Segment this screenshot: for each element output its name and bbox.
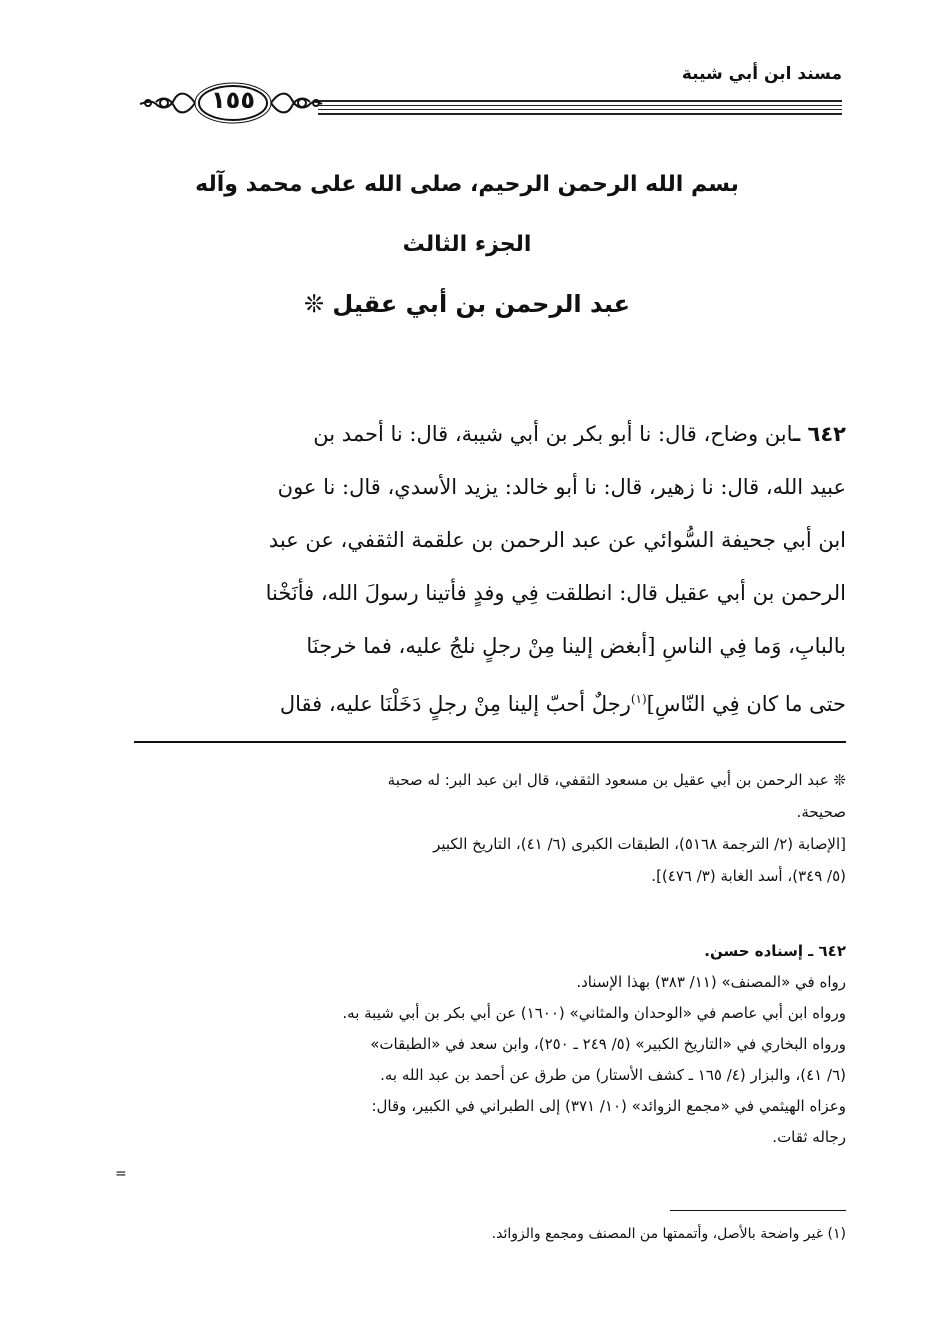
hadith-text: [134, 408, 846, 726]
header-rule: [318, 100, 842, 102]
part-heading: الجزء الثالث: [402, 232, 532, 257]
header-rule: [318, 113, 842, 115]
footnote: [134, 1226, 846, 1242]
header-rule: [318, 105, 842, 106]
takhrij-note: [134, 936, 846, 1153]
note-line: رواه في «المصنف» (١١/ ٣٨٣) بهذا الإسناد.: [576, 973, 846, 991]
margin-mark: =: [115, 1166, 127, 1182]
footnote-text: غير واضحة بالأصل، وأتممتها من المصنف ومجمع والزوائد.: [491, 1226, 824, 1242]
text-line: الرحمن بن أبي عقيل قال: انطلقت فِي وفدٍ فأتينا رسولَ الله، فأنَخْنا: [265, 581, 846, 605]
running-title: مسند ابن أبي شيبة: [681, 64, 842, 84]
note-line: رجاله ثقات.: [772, 1128, 846, 1146]
takhrij-title: ٦٤٢ ـ إسناده حسن.: [704, 942, 846, 960]
footnote-marker: (١): [827, 1226, 846, 1242]
page-number: ١٥٥: [211, 86, 255, 114]
text-line: ابن أبي جحيفة السُّوائي عن عبد الرحمن بن علقمة الثقفي، عن عبد: [268, 528, 846, 552]
basmala-heading: بسم الله الرحمن الرحيم، صلى الله على محمد وآله: [195, 172, 739, 197]
footnote-reference: (١): [630, 692, 647, 706]
chapter-heading: عبد الرحمن بن أبي عقيل ❊: [303, 290, 631, 318]
biography-note: [134, 764, 846, 892]
note-line: وعزاه الهيثمي في «مجمع الزوائد» (١٠/ ٣٧١) إلى الطبراني في الكبير، وقال:: [371, 1097, 846, 1115]
note-line: (٦/ ٤١)، والبزار (٤/ ١٦٥ ـ كشف الأستار) من طرق عن أحمد بن عبد الله به.: [380, 1066, 846, 1084]
footnote-separator: [670, 1210, 846, 1211]
text-line: حتى ما كان فِي النّاسِ]$^{(١)}$رجلٌ أحبّ إلينا مِنْ رجلٍ دَخَلْنَا عليه، فقال: [279, 692, 846, 716]
note-line: [الإصابة (٢/ الترجمة ٥١٦٨)، الطبقات الكبرى (٦/ ٤١)، التاريخ الكبير: [433, 835, 846, 853]
note-line: (٥/ ٣٤٩)، أسد الغابة (٣/ ٤٧٦)].: [651, 867, 846, 885]
header-rule: [318, 109, 842, 110]
hadith-number: ٦٤٢ ـ: [793, 422, 846, 446]
text-line: ٦٤٢ ـابن وضاح، قال: نا أبو بكر بن أبي شيبة، قال: نا أحمد بن: [313, 422, 846, 446]
text-line: بالبابِ، وَما فِي الناسِ [أبغض إلينا مِنْ رجلٍ نلجُ عليه، فما خرجنَا: [306, 634, 846, 658]
note-line: صحيحة.: [796, 803, 846, 821]
note-line: ❊ عبد الرحمن بن أبي عقيل بن مسعود الثقفي، قال ابن عبد البر: له صحبة: [387, 771, 846, 789]
notes-separator: [134, 741, 846, 743]
note-line: ورواه ابن أبي عاصم في «الوحدان والمثاني» (١٦٠٠) عن أبي بكر بن أبي شيبة به.: [342, 1004, 846, 1022]
note-line: ورواه البخاري في «التاريخ الكبير» (٥/ ٢٤٩ ـ ٢٥٠)، وابن سعد في «الطبقات»: [370, 1035, 846, 1053]
text-line: عبيد الله، قال: نا زهير، قال: نا أبو خالد: يزيد الأسدي، قال: نا عون: [277, 475, 846, 499]
